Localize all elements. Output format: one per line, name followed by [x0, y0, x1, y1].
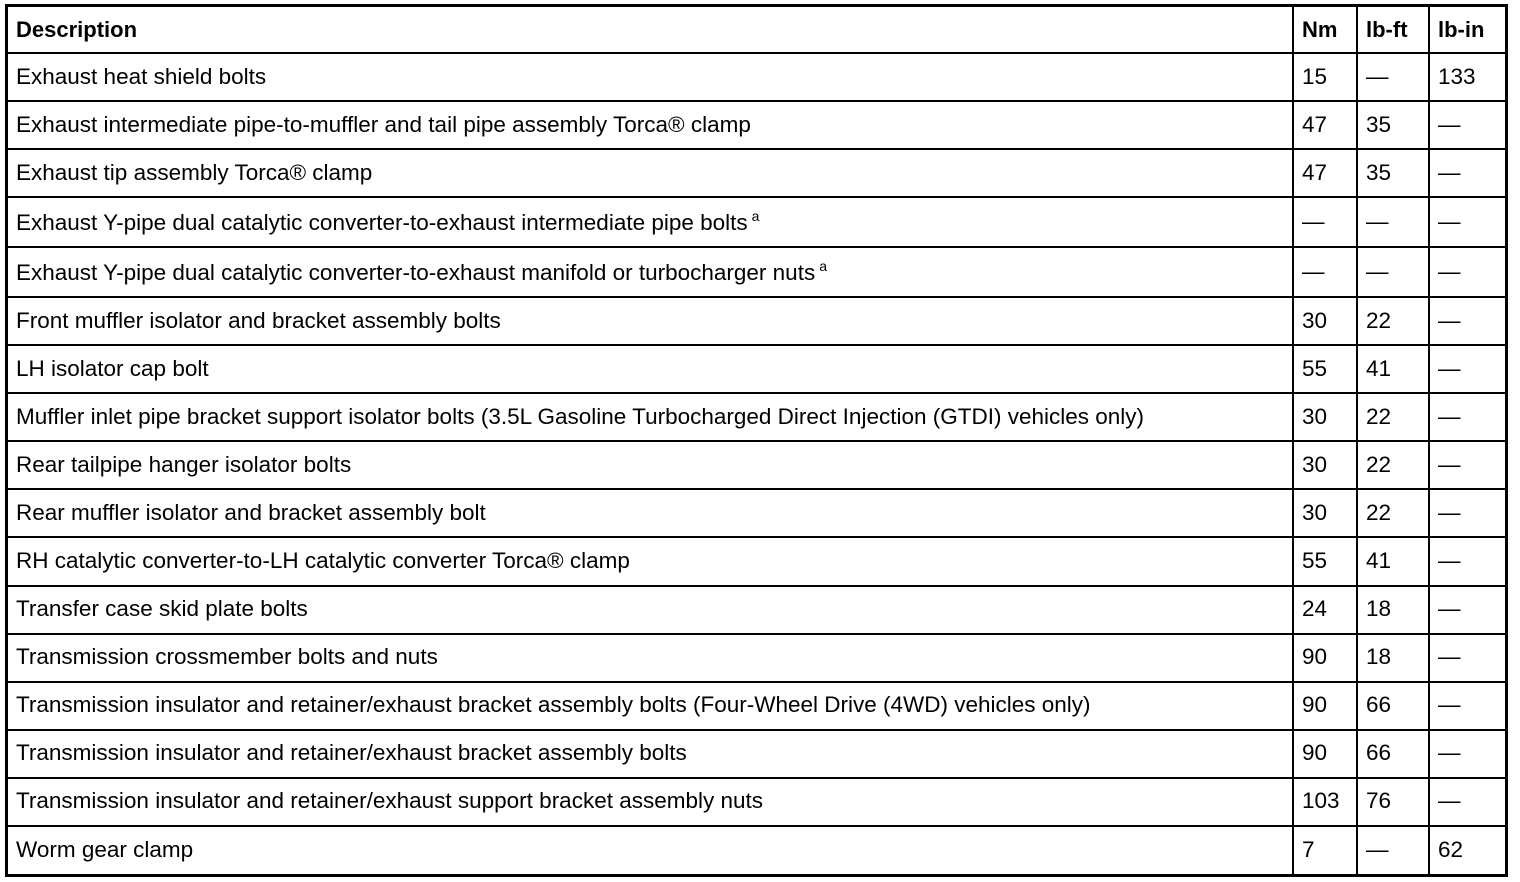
row-description [8, 197, 1293, 247]
description-text: Exhaust Y-pipe dual catalytic converter-to-exhaust intermediate pipe bolts [16, 210, 748, 236]
row-lb-ft: 22 [1357, 489, 1429, 537]
table-row [8, 441, 1505, 489]
row-description [8, 441, 1293, 489]
description-text: Worm gear clamp [16, 837, 194, 863]
row-nm: 30 [1293, 393, 1357, 441]
table-row [8, 393, 1505, 441]
row-nm: 90 [1293, 634, 1357, 682]
description-text: Muffler inlet pipe bracket support isolator bolts (3.5L Gasoline Turbocharged Direct Injection (GTDI) vehicles only) [16, 404, 1145, 430]
row-nm: 90 [1293, 682, 1357, 730]
row-lb-in: — [1429, 197, 1505, 247]
row-lb-ft: — [1357, 826, 1429, 874]
header-lb-in: lb-in [1429, 7, 1505, 53]
row-nm: 55 [1293, 345, 1357, 393]
row-lb-ft: — [1357, 247, 1429, 297]
table-row [8, 345, 1505, 393]
table-header-row [8, 7, 1505, 53]
row-description [8, 778, 1293, 826]
row-lb-in: — [1429, 345, 1505, 393]
row-lb-in: — [1429, 247, 1505, 297]
description-text: Transmission insulator and retainer/exhaust bracket assembly bolts (Four-Wheel Drive (4WD) vehicles only) [16, 692, 1091, 718]
table-row [8, 778, 1505, 826]
row-lb-ft: 35 [1357, 101, 1429, 149]
table-row [8, 247, 1505, 297]
table-row [8, 53, 1505, 101]
description-text: Rear tailpipe hanger isolator bolts [16, 452, 352, 478]
row-lb-ft: — [1357, 197, 1429, 247]
row-description [8, 730, 1293, 778]
row-lb-ft: 22 [1357, 297, 1429, 345]
table-row [8, 101, 1505, 149]
row-nm: 30 [1293, 297, 1357, 345]
table-row [8, 149, 1505, 197]
table-row [8, 537, 1505, 585]
row-lb-ft: 41 [1357, 537, 1429, 585]
row-nm: 103 [1293, 778, 1357, 826]
row-lb-in: — [1429, 101, 1505, 149]
row-lb-ft: — [1357, 53, 1429, 101]
row-lb-in: — [1429, 149, 1505, 197]
row-description [8, 537, 1293, 585]
row-lb-in: — [1429, 586, 1505, 634]
row-description [8, 53, 1293, 101]
table-row [8, 489, 1505, 537]
description-text: LH isolator cap bolt [16, 356, 209, 382]
table-row [8, 297, 1505, 345]
description-text: Exhaust Y-pipe dual catalytic converter-to-exhaust manifold or turbocharger nuts [16, 260, 816, 286]
table-row [8, 730, 1505, 778]
row-lb-in: 133 [1429, 53, 1505, 101]
row-lb-ft: 22 [1357, 441, 1429, 489]
row-description [8, 393, 1293, 441]
description-text: RH catalytic converter-to-LH catalytic converter Torca® clamp [16, 548, 630, 574]
header-lb-ft: lb-ft [1357, 7, 1429, 53]
row-lb-ft: 18 [1357, 634, 1429, 682]
header-nm: Nm [1293, 7, 1357, 53]
row-nm: 55 [1293, 537, 1357, 585]
row-lb-in: — [1429, 537, 1505, 585]
row-description [8, 682, 1293, 730]
description-text: Exhaust tip assembly Torca® clamp [16, 159, 373, 185]
row-lb-ft: 66 [1357, 682, 1429, 730]
row-description [8, 247, 1293, 297]
description-text: Transfer case skid plate bolts [16, 596, 308, 622]
table-row [8, 634, 1505, 682]
torque-spec-table [8, 7, 1505, 874]
description-text: Exhaust intermediate pipe-to-muffler and tail pipe assembly Torca® clamp [16, 111, 751, 137]
row-lb-ft: 35 [1357, 149, 1429, 197]
row-lb-in: — [1429, 489, 1505, 537]
row-lb-ft: 18 [1357, 586, 1429, 634]
row-description [8, 149, 1293, 197]
row-description [8, 297, 1293, 345]
footnote-marker: a [751, 208, 760, 225]
row-lb-ft: 66 [1357, 730, 1429, 778]
description-text: Front muffler isolator and bracket assembly bolts [16, 308, 501, 333]
description-text: Exhaust heat shield bolts [16, 63, 267, 89]
row-description [8, 586, 1293, 634]
description-text: Transmission insulator and retainer/exhaust support bracket assembly nuts [16, 788, 764, 814]
row-description [8, 489, 1293, 537]
row-lb-in: 62 [1429, 826, 1505, 874]
table-row [8, 826, 1505, 874]
row-description [8, 101, 1293, 149]
row-nm: 15 [1293, 53, 1357, 101]
row-lb-in: — [1429, 441, 1505, 489]
table-row [8, 682, 1505, 730]
row-lb-in: — [1429, 393, 1505, 441]
row-lb-in: — [1429, 730, 1505, 778]
header-description: Description [8, 7, 1293, 53]
row-lb-ft: 41 [1357, 345, 1429, 393]
torque-spec-table-frame [5, 4, 1508, 877]
row-description [8, 345, 1293, 393]
row-nm: 90 [1293, 730, 1357, 778]
description-text: Transmission crossmember bolts and nuts [16, 644, 438, 670]
row-description [8, 826, 1293, 874]
row-nm: — [1293, 247, 1357, 297]
row-nm: 47 [1293, 101, 1357, 149]
description-text: Transmission insulator and retainer/exhaust bracket assembly bolts [16, 740, 687, 766]
row-description [8, 634, 1293, 682]
row-lb-in: — [1429, 634, 1505, 682]
table-row [8, 197, 1505, 247]
row-lb-in: — [1429, 297, 1505, 345]
row-lb-in: — [1429, 778, 1505, 826]
row-lb-ft: 22 [1357, 393, 1429, 441]
row-nm: — [1293, 197, 1357, 247]
table-row [8, 586, 1505, 634]
row-nm: 7 [1293, 826, 1357, 874]
row-lb-in: — [1429, 682, 1505, 730]
row-nm: 30 [1293, 489, 1357, 537]
row-nm: 24 [1293, 586, 1357, 634]
row-nm: 30 [1293, 441, 1357, 489]
description-text: Rear muffler isolator and bracket assembly bolt [16, 500, 486, 526]
row-lb-ft: 76 [1357, 778, 1429, 826]
footnote-marker: a [819, 258, 827, 275]
row-nm: 47 [1293, 149, 1357, 197]
